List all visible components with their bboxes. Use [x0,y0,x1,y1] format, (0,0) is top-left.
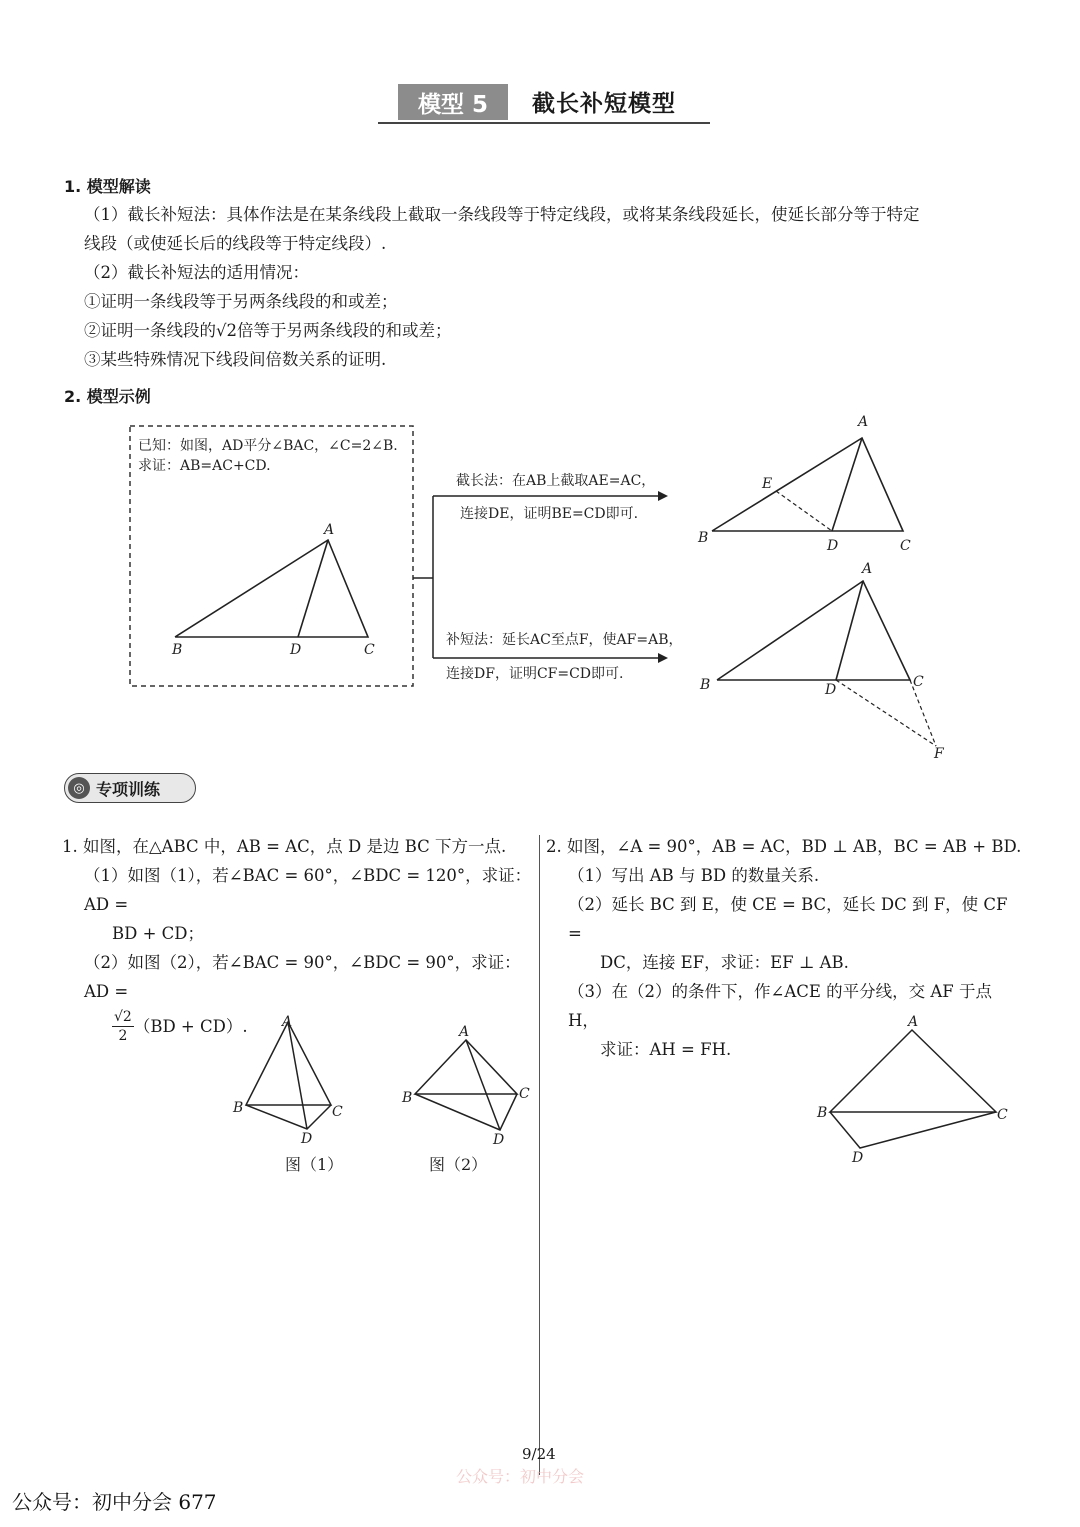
bisector-ad [298,540,328,637]
ext-label-d: D [825,682,837,698]
page-title: 截长补短模型 [532,91,676,117]
label-a: A [324,522,335,538]
watermark: 公众号：初中分会 [456,1467,585,1486]
fig1-caption: 图（1） [285,1155,344,1174]
fraction [112,1008,134,1045]
cut-method-ad [832,438,862,531]
extend-method-triangle [717,581,910,680]
p2-bdc [830,1112,996,1148]
fig2-label-a: A [459,1024,470,1040]
ext-label-b: B [700,677,711,693]
title-underline [378,122,710,124]
fraction-numerator: √2 [114,1009,132,1025]
model-example-figure [120,410,950,770]
cut-method-de [776,491,832,531]
cut-label-d: D [827,538,839,554]
fig1-bdc [246,1105,331,1129]
section1-item1: ①证明一条线段等于另两条线段的和或差； [84,292,398,311]
fig1-ad [288,1022,307,1129]
fig2-ad [466,1040,500,1130]
ext-label-f: F [934,746,944,762]
problem1-line3: BD + CD； [112,924,205,943]
fig2-label-b: B [402,1090,413,1106]
p2-label-b: B [817,1105,828,1121]
method2-line2: 连接DF，证明CF=CD即可. [446,666,624,682]
cut-method-triangle [712,438,903,531]
problem1-line4: （2）如图（2），若∠BAC = 90°，∠BDC = 90°，求证：AD = [84,953,521,1001]
label-c: C [364,642,375,658]
fig1-label-c: C [332,1104,343,1120]
section1-text [84,200,1034,374]
method1-line2: 连接DE，证明BE=CD即可. [460,506,639,522]
arrow-lower-head [658,653,668,663]
problem1-line5-tail: （BD + CD）. [133,1017,248,1036]
problem2-line1: 2. 如图，∠A = 90°，AB = AC，BD ⊥ AB，BC = AB + BD. [546,837,1022,856]
section1-heading: 1. 模型解读 [64,177,151,196]
section1-item2: ②证明一条线段的√2倍等于另两条线段的和或差； [84,321,452,340]
problem2-line3: （2）延长 BC 到 E，使 CE = BC，延长 DC 到 F，使 CF = [568,895,1008,943]
cut-label-e: E [762,476,773,492]
fig2-caption: 图（2） [429,1155,488,1174]
problem2-line4: DC，连接 EF，求证：EF ⊥ AB. [600,953,849,972]
problem2-line6: 求证：AH = FH. [600,1040,732,1059]
section1-line3: （2）截长补短法的适用情况： [84,263,309,282]
fig2-bdc [415,1094,517,1130]
fig1-triangle [246,1022,331,1105]
p2-label-a: A [908,1014,919,1030]
ext-label-c: C [913,674,924,690]
cut-label-c: C [900,538,911,554]
p2-label-c: C [997,1107,1008,1123]
problem1-figures [225,1010,545,1180]
label-d: D [290,642,302,658]
swirl-icon: ◎ [68,777,90,799]
training-label: 专项训练 [96,779,161,799]
cut-label-b: B [698,530,709,546]
fig2-label-c: C [519,1086,530,1102]
section1-line1: （1）截长补短法：具体作法是在某条线段上截取一条线段等于特定线段，或将某条线段延长，使延长部分等于特定 [84,205,920,224]
method2-line1: 补短法：延长AC至点F，使AF=AB， [446,632,683,648]
problem1-line2: （1）如图（1），若∠BAC = 60°，∠BDC = 120°，求证：AD = [84,866,532,914]
fraction-denominator: 2 [118,1028,128,1044]
section1-line2: 线段（或使延长后的线段等于特定线段）. [84,234,387,253]
problem2-figure [810,1010,1030,1170]
given-text: 已知：如图，AD平分∠BAC，∠C=2∠B. [138,438,398,454]
problem1-line1: 1. 如图，在△ABC 中，AB = AC，点 D 是边 BC 下方一点. [62,837,507,856]
method1-line1: 截长法：在AB上截取AE=AC， [456,473,656,489]
arrow-upper-head [658,491,668,501]
fig1-label-b: B [233,1100,244,1116]
fig1-label-a: A [282,1014,293,1030]
page-number: 9/24 [522,1445,556,1463]
section1-item3: ③某些特殊情况下线段间倍数关系的证明. [84,350,387,369]
problem2-line2: （1）写出 AB 与 BD 的数量关系. [568,866,820,885]
p2-triangle [830,1030,996,1112]
fig1-label-d: D [301,1131,313,1147]
model-badge: 模型 5 [398,84,508,120]
fig2-label-d: D [493,1132,505,1148]
fig2-triangle [415,1040,517,1094]
ext-label-a: A [862,561,873,577]
cut-label-a: A [858,414,869,430]
p2-label-d: D [852,1150,864,1166]
problem2-line5: （3）在（2）的条件下，作∠ACE 的平分线，交 AF 于点 H， [568,982,993,1030]
prove-text: 求证：AB=AC+CD. [138,458,271,474]
section2-heading: 2. 模型示例 [64,387,151,406]
account-label: 公众号：初中分会 677 [12,1490,217,1514]
label-b: B [172,642,183,658]
training-pill [64,773,196,803]
example-triangle [175,540,368,637]
